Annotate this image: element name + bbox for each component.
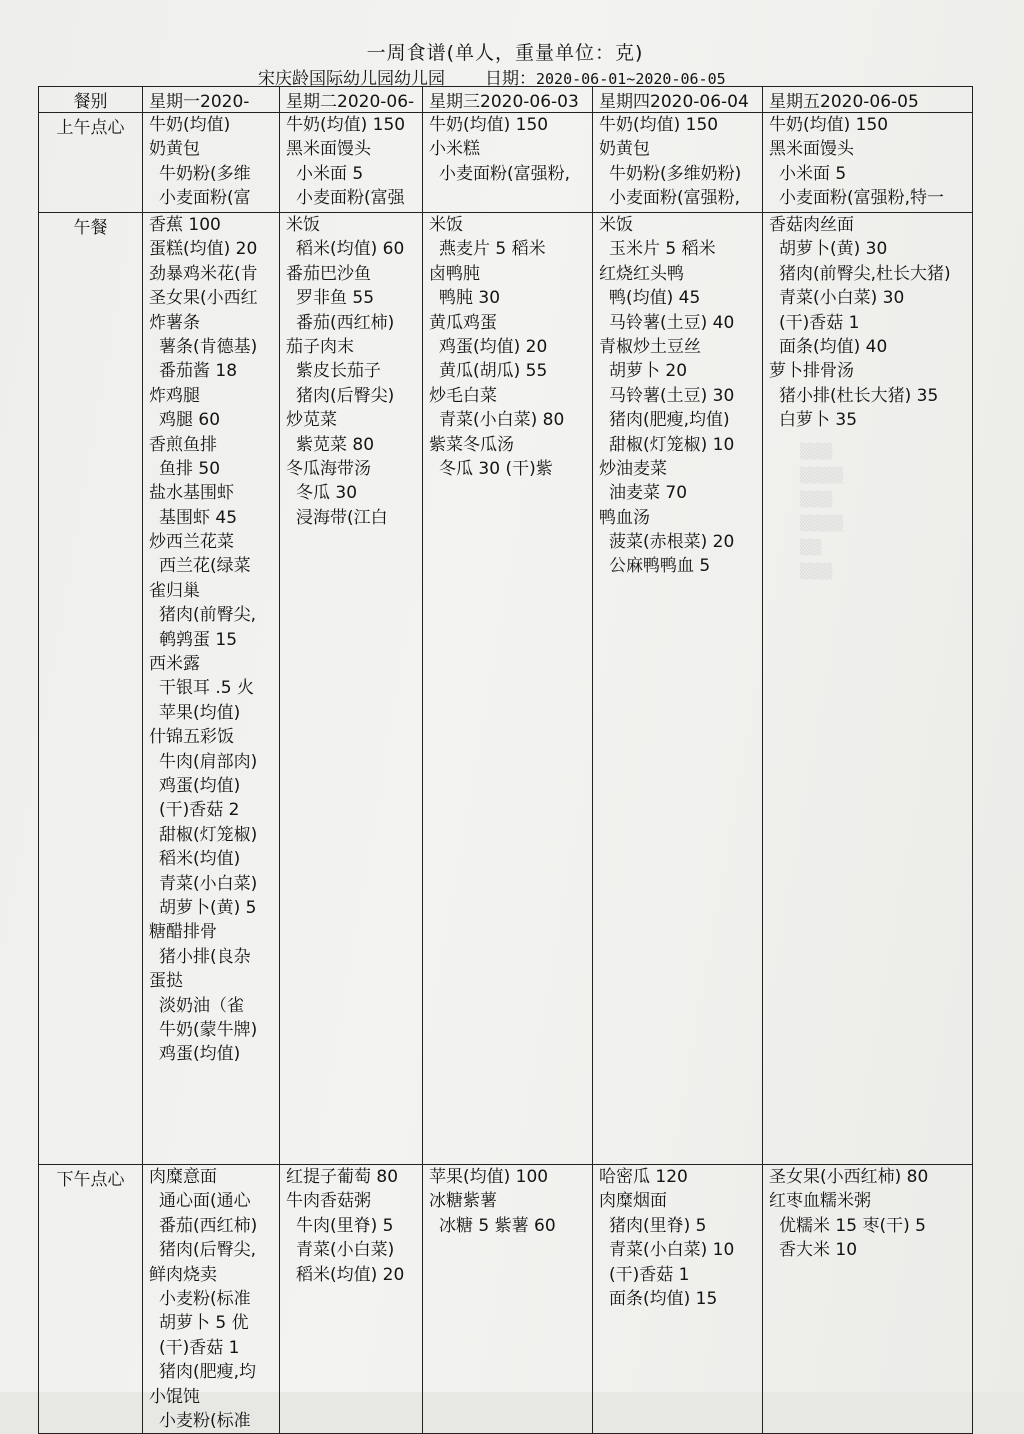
ingredient-line: 鹌鹑蛋 15 (159, 629, 238, 650)
ingredient-line: 牛肉(里脊) 5 (296, 1215, 394, 1236)
ingredient-line: 甜椒(灯笼椒) 10 (609, 434, 735, 455)
ingredient-line: (干)香菇 2 (159, 800, 240, 821)
dish-name: 小馄饨 (149, 1386, 200, 1407)
meal-label: 下午点心 (39, 1165, 143, 1434)
dish-name: 牛肉香菇粥 (286, 1191, 371, 1212)
bleed-through-marks: ▒▒▒ ▒▒▒▒ ▒▒▒ ▒▒▒▒ ▒▒ ▒▒▒ (800, 444, 844, 580)
menu-cell-thursday (593, 113, 763, 213)
ingredient-line: 罗非鱼 55 (296, 288, 375, 309)
dish-name: 冰糖紫薯 (429, 1191, 497, 1212)
dish-name: 米饭 (599, 215, 633, 235)
ingredient-line: 玉米片 5 稻米 (609, 239, 716, 260)
menu-cell-monday (143, 213, 280, 1165)
ingredient-line: 干银耳 .5 火 (159, 678, 255, 699)
dish-name: 炸薯条 (149, 312, 200, 333)
dish-name: 鸭血汤 (599, 507, 650, 528)
ingredient-line: 紫苋菜 80 (296, 434, 375, 455)
dish-name: 圣女果(小西红 (149, 288, 258, 309)
ingredient-line: 小麦粉(标准 (159, 1410, 251, 1431)
dish-name: 青椒炒土豆丝 (599, 336, 701, 357)
menu-cell-tuesday (280, 113, 423, 213)
column-header-wednesday: 星期三2020-06-03 (423, 87, 593, 113)
morning-snack-row (39, 113, 973, 213)
dish-name: 鲜肉烧卖 (149, 1264, 217, 1285)
ingredient-line: 鸭(均值) 45 (609, 288, 701, 309)
ingredient-line: 胡萝卜(黄) 5 (159, 897, 257, 918)
ingredient-line: 油麦菜 70 (609, 483, 688, 504)
ingredient-line: 香大米 10 (779, 1240, 858, 1261)
ingredient-line: 青菜(小白菜) (159, 873, 258, 894)
menu-cell-friday (763, 113, 973, 213)
date-label: 日期： (485, 69, 536, 89)
ingredient-line: 燕麦片 5 稻米 (439, 239, 546, 260)
weekly-menu-table (38, 86, 973, 1434)
menu-cell-wednesday (423, 1165, 593, 1434)
ingredient-line: 优糯米 15 枣(干) 5 (779, 1215, 926, 1236)
dish-name: 香菇肉丝面 (769, 215, 854, 235)
ingredient-line: (干)香菇 1 (609, 1264, 690, 1285)
menu-cell-wednesday (423, 113, 593, 213)
ingredient-line: 冬瓜 30 (296, 483, 358, 504)
menu-cell-monday (143, 113, 280, 213)
ingredient-line: 小麦面粉(富 (159, 188, 251, 209)
ingredient-line: 猪肉(肥瘦,均 (159, 1362, 257, 1383)
ingredient-line: 面条(均值) 15 (609, 1288, 718, 1309)
dish-name: 牛奶(均值) 150 (286, 115, 406, 135)
dish-name: 牛奶(均值) (149, 115, 231, 135)
ingredient-line: 鸡蛋(均值) 20 (439, 336, 548, 357)
dish-name: 牛奶(均值) 150 (769, 115, 889, 135)
menu-cell-tuesday (280, 1165, 423, 1434)
ingredient-line: 薯条(肯德基) (159, 336, 258, 357)
dish-name: 什锦五彩饭 (149, 727, 234, 748)
ingredient-line: 胡萝卜 5 优 (159, 1313, 249, 1334)
ingredient-line: 牛奶(蒙牛牌) (159, 1019, 258, 1040)
ingredient-line: 小麦面粉(富强 (296, 188, 405, 209)
ingredient-line: 猪小排(良杂 (159, 946, 251, 967)
dish-name: 牛奶(均值) 150 (599, 115, 719, 135)
ingredient-line: 猪肉(里脊) 5 (609, 1215, 707, 1236)
ingredient-line: 青菜(小白菜) 30 (779, 288, 905, 309)
ingredient-line: 基围虾 45 (159, 507, 238, 528)
ingredient-line: 黄瓜(胡瓜) 55 (439, 361, 548, 382)
ingredient-line: 青菜(小白菜) 10 (609, 1240, 735, 1261)
dish-name: 炒西兰花菜 (149, 532, 234, 553)
menu-cell-thursday (593, 213, 763, 1165)
dish-name: 炸鸡腿 (149, 385, 200, 406)
dish-name: 米饭 (286, 215, 320, 235)
header-row (39, 87, 973, 113)
ingredient-line: 菠菜(赤根菜) 20 (609, 532, 735, 553)
column-header-meal: 餐别 (39, 87, 143, 113)
dish-name: 红枣血糯米粥 (769, 1191, 871, 1212)
ingredient-line: 番茄酱 18 (159, 361, 238, 382)
ingredient-line: (干)香菇 1 (159, 1337, 240, 1358)
ingredient-line: 猪肉(后臀尖, (159, 1240, 257, 1261)
dish-name: 肉糜意面 (149, 1167, 217, 1187)
menu-cell-tuesday (280, 213, 423, 1165)
ingredient-line: 面条(均值) 40 (779, 336, 888, 357)
ingredient-line: 苹果(均值) (159, 702, 241, 723)
page-title: 一周食谱(单人，重量单位：克) (366, 42, 644, 64)
ingredient-line: 青菜(小白菜) (296, 1240, 395, 1261)
dish-name: 炒毛白菜 (429, 385, 497, 406)
ingredient-line: 胡萝卜(黄) 30 (779, 239, 888, 260)
ingredient-line: 牛奶粉(多维 (159, 163, 251, 184)
ingredient-line: 通心面(通心 (159, 1191, 251, 1212)
ingredient-line: 紫皮长茄子 (296, 361, 381, 382)
ingredient-line: 冬瓜 30 (干)紫 (439, 458, 553, 479)
ingredient-line: 稻米(均值) 20 (296, 1264, 405, 1285)
dish-name: 雀归巢 (149, 580, 200, 601)
ingredient-line: 小麦面粉(富强粉, (439, 163, 571, 184)
column-header-friday: 星期五2020-06-05 (763, 87, 973, 113)
dish-name: 哈密瓜 120 (599, 1167, 688, 1187)
ingredient-line: 小米面 5 (779, 163, 847, 184)
ingredient-line: 甜椒(灯笼椒) (159, 824, 258, 845)
ingredient-line: 公麻鸭鸭血 5 (609, 556, 711, 577)
dish-name: 肉糜烟面 (599, 1191, 667, 1212)
ingredient-line: 猪肉(后臀尖) (296, 385, 395, 406)
ingredient-line: 猪肉(前臀尖, (159, 605, 257, 626)
dish-name: 西米露 (149, 654, 200, 675)
ingredient-line: 鸡蛋(均值) (159, 775, 241, 796)
column-header-tuesday: 星期二2020-06- (280, 87, 423, 113)
ingredient-line: 番茄(西红柿) (296, 312, 395, 333)
ingredient-line: 小麦面粉(富强粉, (609, 188, 741, 209)
ingredient-line: 胡萝卜 20 (609, 361, 688, 382)
dish-name: 劲暴鸡米花(肯 (149, 263, 258, 284)
dish-name: 香蕉 100 (149, 215, 221, 235)
dish-name: 黑米面馒头 (769, 139, 854, 160)
dish-name: 圣女果(小西红柿) 80 (769, 1167, 929, 1187)
dish-name: 奶黄包 (599, 139, 650, 160)
ingredient-line: 猪肉(肥瘦,均值) (609, 410, 730, 431)
ingredient-line: 鸡腿 60 (159, 410, 221, 431)
dish-name: 紫菜冬瓜汤 (429, 434, 514, 455)
dish-name: 苹果(均值) 100 (429, 1167, 549, 1187)
ingredient-line: 番茄(西红柿) (159, 1215, 258, 1236)
dish-name: 卤鸭肫 (429, 263, 480, 284)
ingredient-line: 小麦面粉(富强粉,特一 (779, 188, 945, 209)
dish-name: 蛋糕(均值) 20 (149, 239, 258, 260)
ingredient-line: 浸海带(江白 (296, 507, 388, 528)
dish-name: 盐水基围虾 (149, 483, 234, 504)
menu-cell-monday (143, 1165, 280, 1434)
lunch-row (39, 213, 973, 1165)
meal-label: 上午点心 (39, 113, 143, 213)
menu-cell-thursday (593, 1165, 763, 1434)
dish-name: 茄子肉末 (286, 336, 354, 357)
dish-name: 香煎鱼排 (149, 434, 217, 455)
dish-name: 红烧红头鸭 (599, 263, 684, 284)
school-name: 宋庆龄国际幼儿园幼儿园 (258, 69, 445, 89)
date-range: 2020-06-01~2020-06-05 (536, 70, 726, 88)
ingredient-line: 白萝卜 35 (779, 410, 858, 431)
dish-name: 冬瓜海带汤 (286, 458, 371, 479)
dish-name: 黄瓜鸡蛋 (429, 312, 497, 333)
menu-cell-friday (763, 1165, 973, 1434)
dish-name: 黑米面馒头 (286, 139, 371, 160)
ingredient-line: 小米面 5 (296, 163, 364, 184)
dish-name: 萝卜排骨汤 (769, 361, 854, 382)
ingredient-line: 淡奶油（雀 (159, 995, 244, 1016)
ingredient-line: (干)香菇 1 (779, 312, 860, 333)
dish-name: 糖醋排骨 (149, 922, 217, 943)
column-header-thursday: 星期四2020-06-04 (593, 87, 763, 113)
ingredient-line: 稻米(均值) (159, 849, 241, 870)
ingredient-line: 马铃薯(土豆) 30 (609, 385, 735, 406)
ingredient-line: 青菜(小白菜) 80 (439, 410, 565, 431)
meal-label: 午餐 (39, 213, 143, 1165)
dish-name: 红提子葡萄 80 (286, 1167, 399, 1187)
ingredient-line: 牛奶粉(多维奶粉) (609, 163, 742, 184)
dish-name: 奶黄包 (149, 139, 200, 160)
dish-name: 小米糕 (429, 139, 480, 160)
menu-cell-friday (763, 213, 973, 1165)
ingredient-line: 冰糖 5 紫薯 60 (439, 1215, 556, 1236)
ingredient-line: 猪小排(杜长大猪) 35 (779, 385, 939, 406)
ingredient-line: 牛肉(肩部肉) (159, 751, 258, 772)
ingredient-line: 鱼排 50 (159, 458, 221, 479)
dish-name: 番茄巴沙鱼 (286, 263, 371, 284)
dish-name: 炒油麦菜 (599, 458, 667, 479)
ingredient-line: 马铃薯(土豆) 40 (609, 312, 735, 333)
ingredient-line: 猪肉(前臀尖,杜长大猪) (779, 263, 951, 284)
ingredient-line: 鸭肫 30 (439, 288, 501, 309)
ingredient-line: 西兰花(绿菜 (159, 556, 251, 577)
dish-name: 蛋挞 (149, 971, 183, 992)
dish-name: 米饭 (429, 215, 463, 235)
dish-name: 炒苋菜 (286, 410, 337, 431)
ingredient-line: 小麦粉(标准 (159, 1288, 251, 1309)
afternoon-snack-row (39, 1165, 973, 1434)
dish-name: 牛奶(均值) 150 (429, 115, 549, 135)
menu-cell-wednesday (423, 213, 593, 1165)
ingredient-line: 稻米(均值) 60 (296, 239, 405, 260)
ingredient-line: 鸡蛋(均值) (159, 1044, 241, 1065)
column-header-monday: 星期一2020- (143, 87, 280, 113)
